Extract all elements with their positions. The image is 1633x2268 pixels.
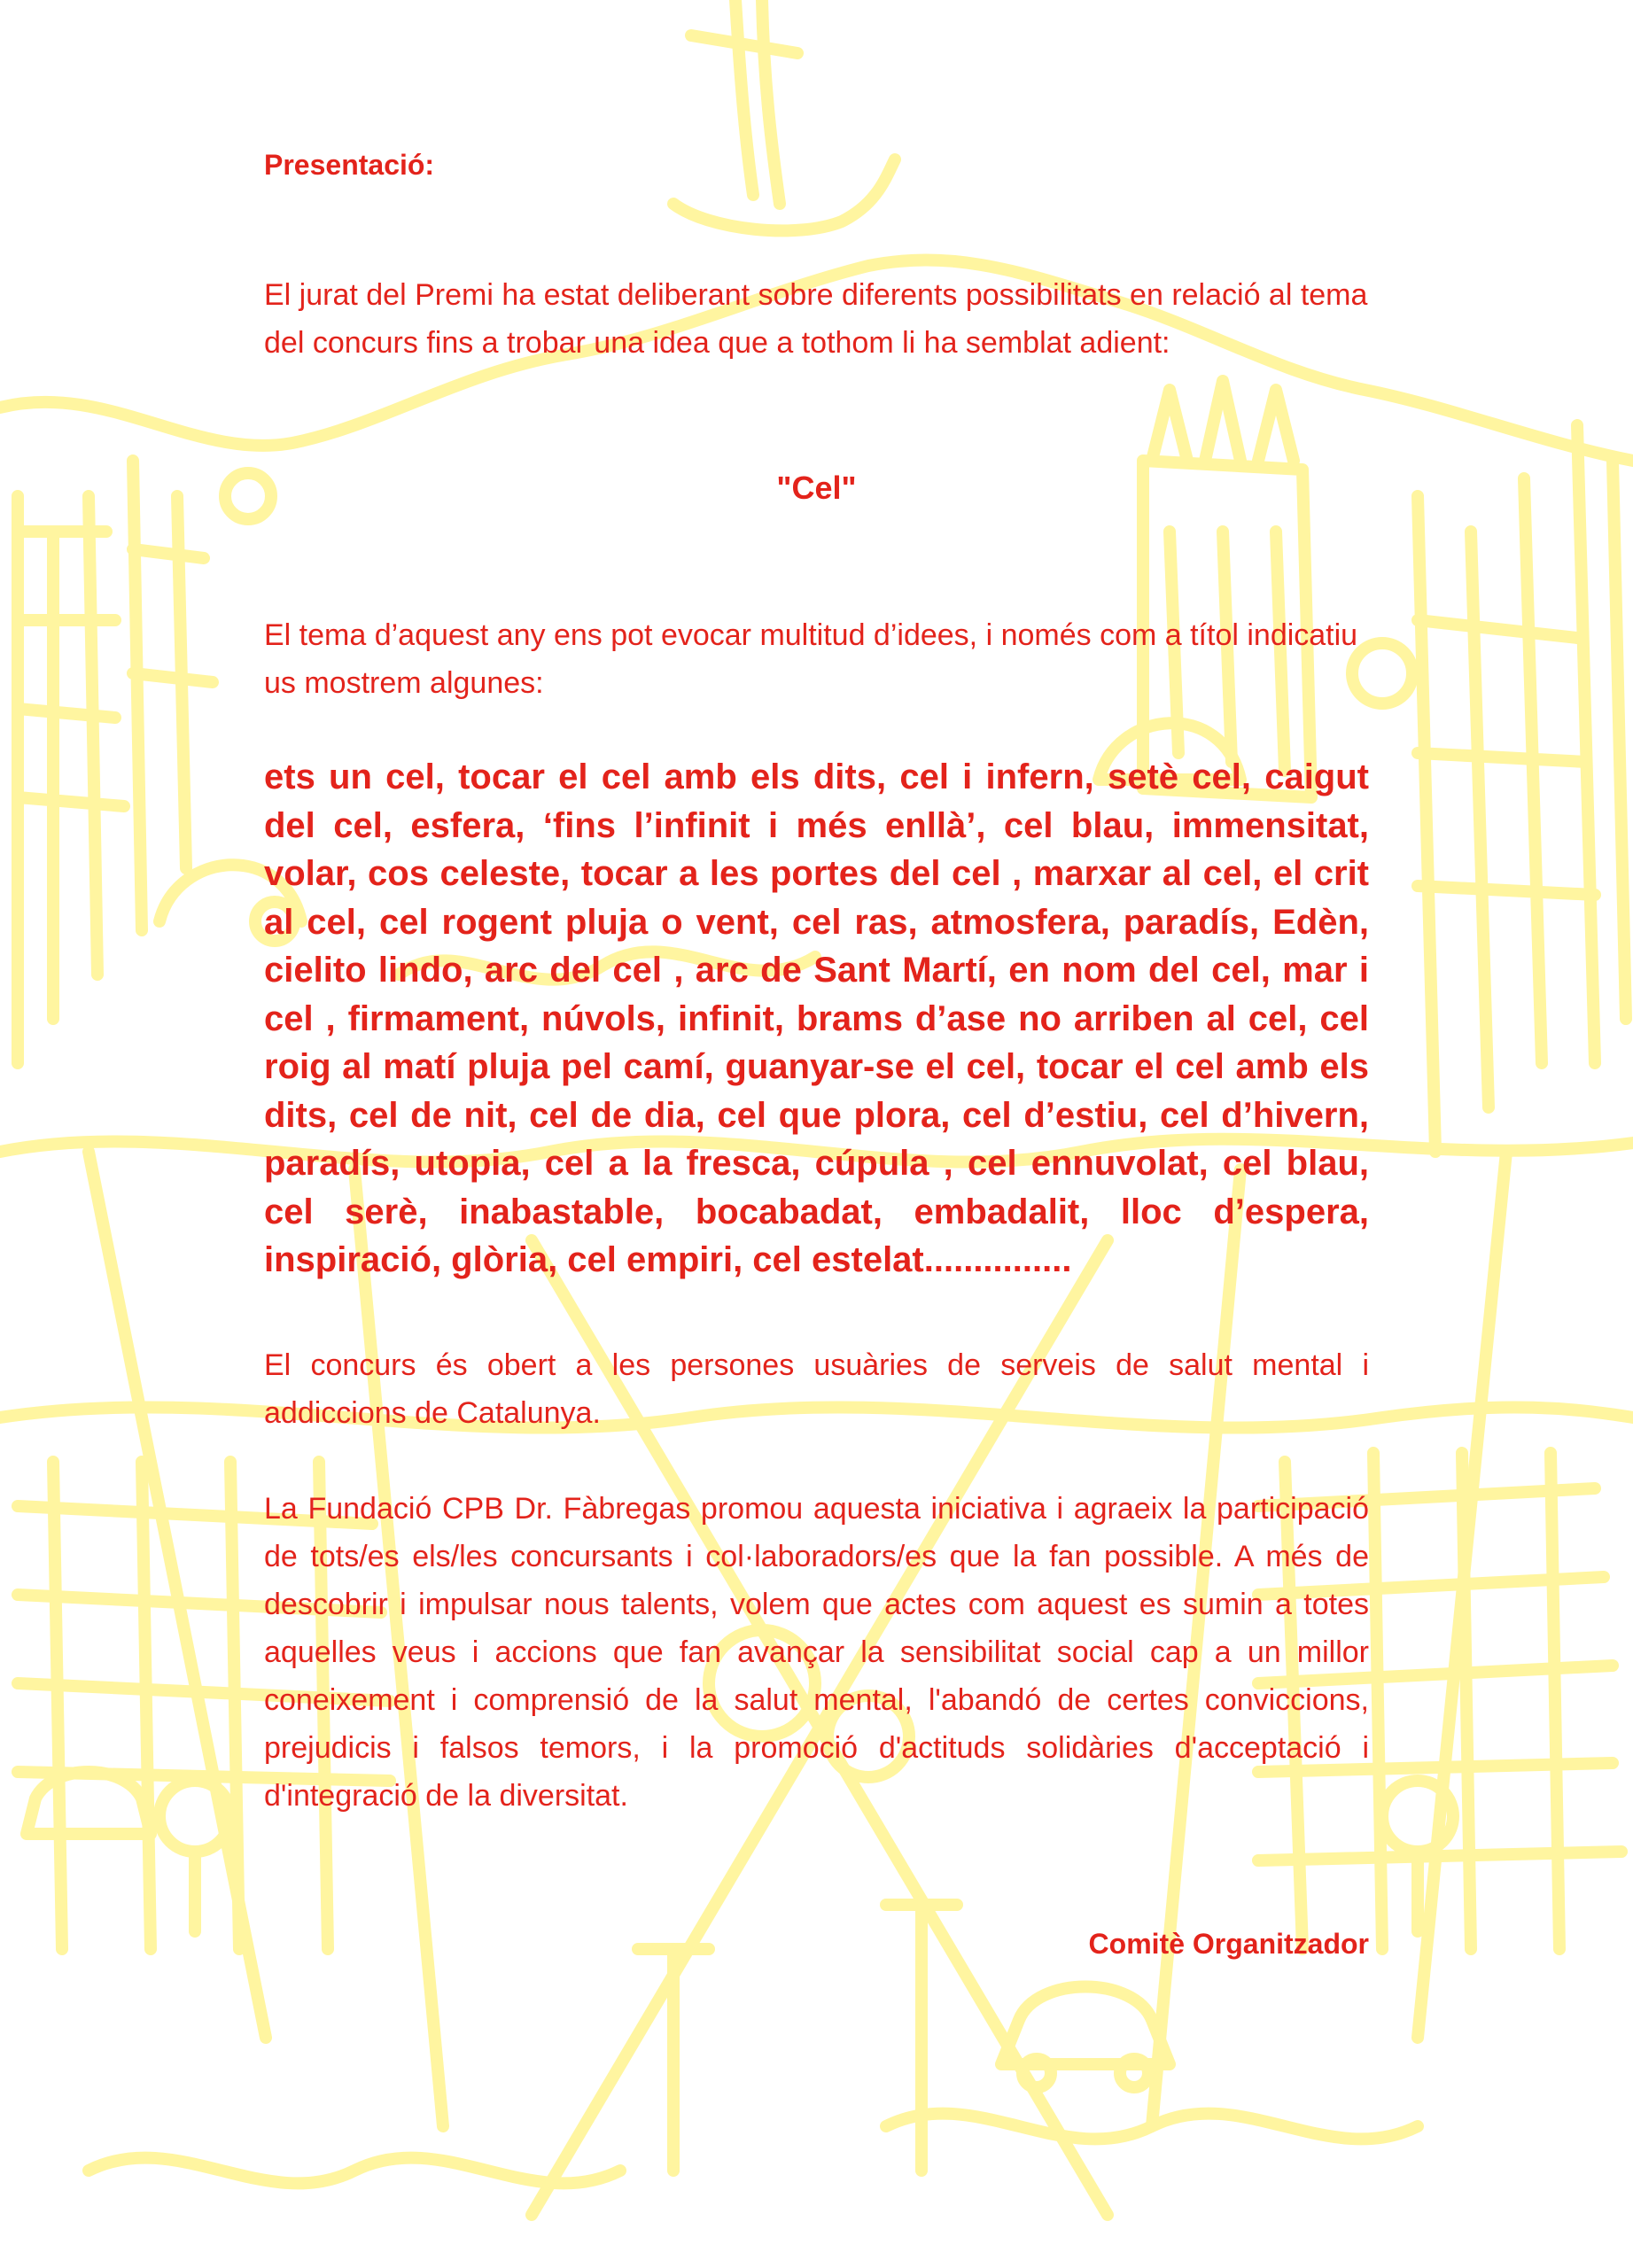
intro-paragraph: El jurat del Premi ha estat deliberant sobre diferents possibilitats en relació al tema del concurs fins a trobar una idea que a tothom li ha semblat adient: (264, 278, 1368, 360)
ideas-list: ets un cel, tocar el cel amb els dits, cel i infern, setè cel, caigut del cel, esfera, ‘fins l’infinit i més enllà’, cel blau, immensitat, volar, cos celeste, tocar a les portes del cel , marxar al cel, el crit al cel, cel rogent pluja o vent, cel ras, atmosfera, paradís, Edèn, cielito lindo, arc del cel , arc de Sant Martí, en nom del cel, mar i cel , firmament, núvols, infinit, brams d’ase no arriben al cel, cel roig al matí pluja pel camí, guanyar-se el cel, tocar el cel amb els dits, cel de nit, cel de dia, cel que plora, cel d’estiu, cel d’hivern, paradís, utopia, cel a la fresca, cúpula , cel ennuvolat, cel blau, cel serè, inabastable, bocabadat, embadalit, lloc d’espera, inspiració, glòria, cel empiri, cel estelat............... (264, 757, 1369, 1279)
signature: Comitè Organitzador (1088, 1928, 1369, 1960)
evocation-paragraph: El tema d’aquest any ens pot evocar multitud d’idees, i només com a títol indicatiu us mostrem algunes: (264, 618, 1358, 700)
page-heading: Presentació: (264, 149, 435, 181)
foundation-paragraph: La Fundació CPB Dr. Fàbregas promou aquesta iniciativa i agraeix la participació de tots/es els/les concursants i col·laboradors/es que la fan possible. A més de descobrir i impulsar nous talents, volem que actes com aquest es sumin a totes aquelles veus i accions que fan avançar la sensibilitat social cap a un millor coneixement i comprensió de la salut mental, l'abandó de certes conviccions, prejudicis i falsos temors, i la promoció d'actituds solidàries d'acceptació i d'integració de la diversitat. (264, 1492, 1369, 1813)
contest-theme: "Cel" (776, 470, 857, 506)
eligibility-paragraph: El concurs és obert a les persones usuàries de serveis de salut mental i addiccions de Catalunya. (264, 1348, 1369, 1430)
